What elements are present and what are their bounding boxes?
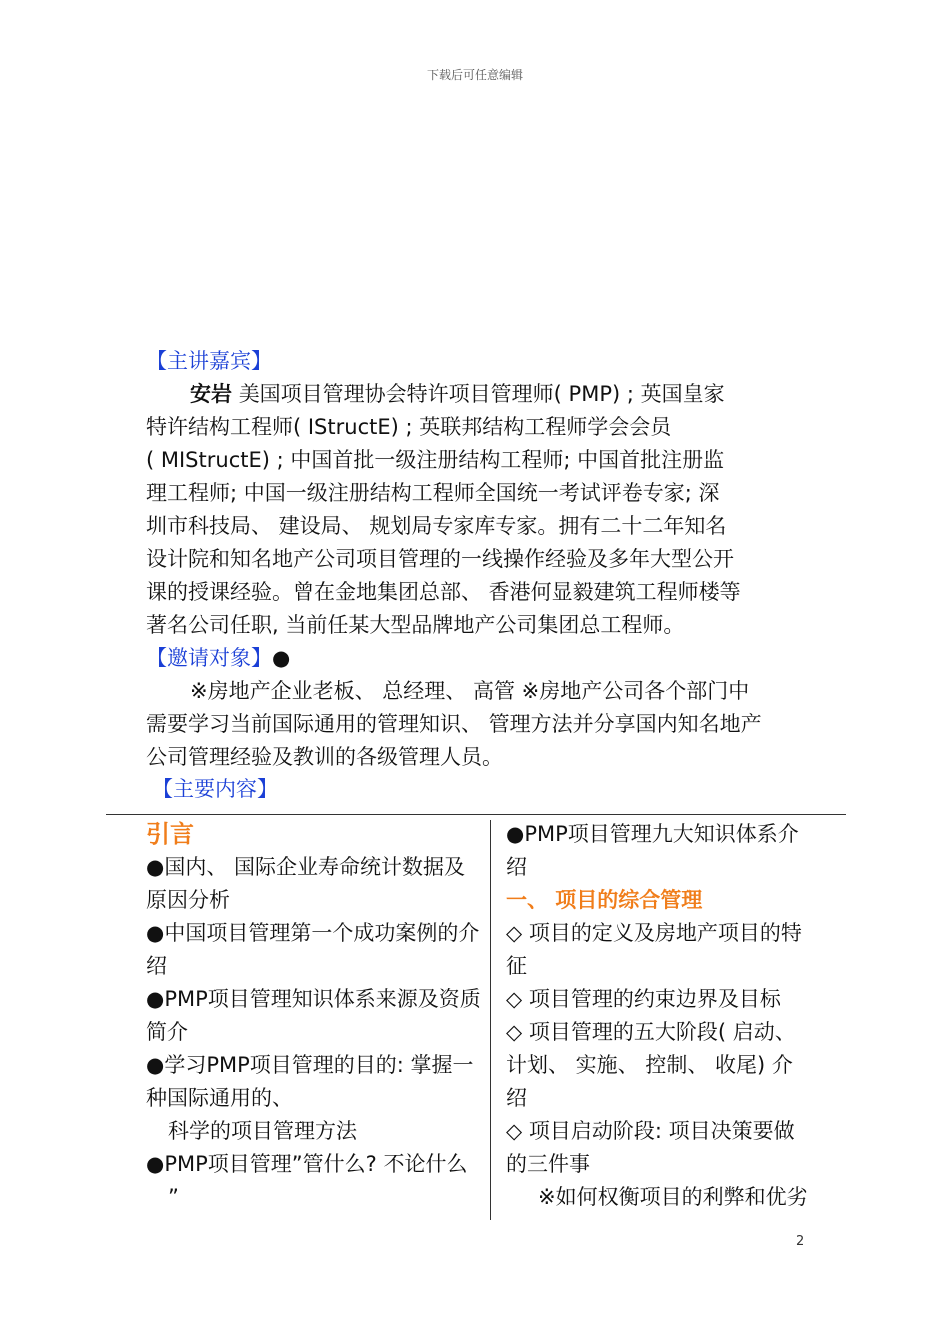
audience-section [146,642,846,774]
audience-line: 需要学习当前国际通用的管理知识、 管理方法并分享国内知名地产 [146,712,762,736]
right-line: 绍 [506,1086,527,1110]
speaker-line: 特许结构工程师( IStructE) ; 英联邦结构工程师学会会员 [146,415,672,439]
section-one-heading: 一、 项目的综合管理 [506,888,703,912]
audience-line: 公司管理经验及教训的各级管理人员。 [146,745,503,769]
right-line: ◇ 项目的定义及房地产项目的特 [506,921,802,945]
left-line: ” [168,1185,179,1209]
left-line: ●PMP项目管理知识体系来源及资质 [146,987,481,1011]
left-line: ●中国项目管理第一个成功案例的介 [146,921,480,945]
right-line: 的三件事 [506,1152,590,1176]
audience-line: ※房地产企业老板、 总经理、 高管 ※房地产公司各个部门中 [190,679,750,703]
left-line: ●学习PMP项目管理的目的: 掌握一 [146,1053,474,1077]
right-line: 计划、 实施、 控制、 收尾) 介 [506,1053,793,1077]
intro-heading: 引言 [146,820,194,848]
right-line: ◇ 项目管理的约束边界及目标 [506,987,781,1011]
speaker-line: 课的授课经验。曾在金地集团总部、 香港何显毅建筑工程师楼等 [146,580,741,604]
speaker-first-line [146,378,846,411]
left-line: ●国内、 国际企业寿命统计数据及 [146,855,465,879]
right-line: ※如何权衡项目的利弊和优劣 [538,1185,808,1209]
left-line: ●PMP项目管理”管什么? 不论什么 [146,1152,468,1176]
left-line: 种国际通用的、 [146,1086,293,1110]
speaker-section [146,345,846,642]
content-tag: 【主要内容】 [152,777,278,801]
content-right-column [506,818,848,1214]
left-line: 原因分析 [146,888,230,912]
left-line: 绍 [146,954,167,978]
speaker-line: 设计院和知名地产公司项目管理的一线操作经验及多年大型公开 [146,547,734,571]
right-line: 绍 [506,855,527,879]
audience-tag: 【邀请对象】 [146,646,272,670]
audience-tag-line [146,642,846,675]
left-line: 科学的项目管理方法 [168,1119,357,1143]
content-left-column [146,818,516,1214]
speaker-name: 安岩 [190,382,232,406]
page-number: 2 [796,1234,805,1249]
audience-bullet: ● [272,646,291,670]
left-line: 简介 [146,1020,188,1044]
speaker-line: ( MIStructE) ; 中国首批一级注册结构工程师; 中国首批注册监 [146,448,725,472]
section-divider [106,814,846,815]
speaker-line: 圳市科技局、 建设局、 规划局专家库专家。拥有二十二年知名 [146,514,727,538]
right-line: ●PMP项目管理九大知识体系介 [506,822,799,846]
content-tag-line [152,773,852,806]
header-note: 下载后可任意编辑 [426,68,523,82]
speaker-line: 理工程师; 中国一级注册结构工程师全国统一考试评卷专家; 深 [146,481,720,505]
speaker-line: 著名公司任职, 当前任某大型品牌地产公司集团总工程师。 [146,613,685,637]
right-line: ◇ 项目启动阶段: 项目决策要做 [506,1119,795,1143]
speaker-tag-line [146,345,846,378]
speaker-line: 美国项目管理协会特许项目管理师( PMP) ; 英国皇家 [238,382,725,406]
speaker-tag: 【主讲嘉宾】 [146,349,272,373]
right-line: ◇ 项目管理的五大阶段( 启动、 [506,1020,796,1044]
right-line: 征 [506,954,527,978]
